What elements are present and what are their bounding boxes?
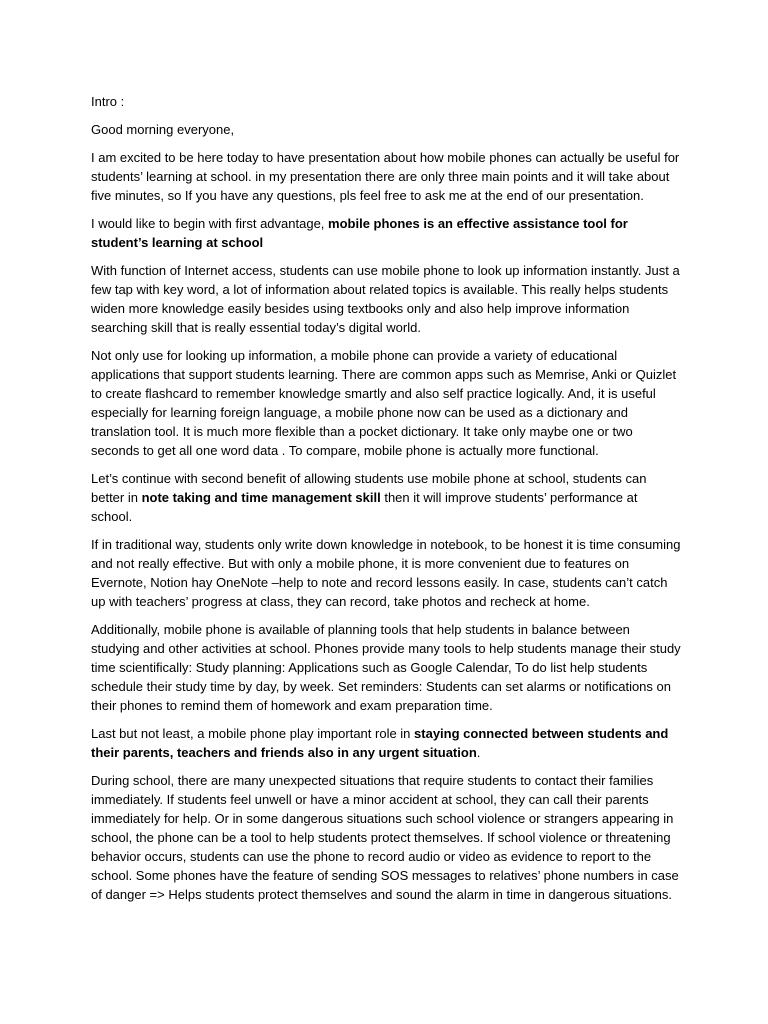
paragraph-text: I would like to begin with first advantage, (91, 216, 329, 231)
paragraph-third-benefit (91, 724, 681, 762)
paragraph-text: . (476, 745, 481, 760)
bold-phrase: note taking and time management skill (141, 490, 381, 505)
paragraph-educational-apps: Not only use for looking up information, a mobile phone can provide a variety of educational applications that support students learning. There are common apps such as Memrise, Anki or Quizlet to create flashcard to remember knowledge smartly and also self practice logically. And, it is useful especially for learning foreign language, a mobile phone now can be used as a dictionary and translation tool. It is much more flexible than a pocket dictionary. It take only maybe one or two seconds to get all one word data . To compare, mobile phone is actually more functional. (91, 348, 677, 458)
paragraph-text: then it will improve students’ performance at school. (91, 490, 638, 524)
paragraph-first-advantage (91, 214, 681, 252)
paragraph-text: Last but not least, a mobile phone play important role in (91, 726, 415, 741)
bold-phrase: staying connected between students and their parents, teachers and friends also in any urgent situation (91, 726, 669, 760)
intro-heading: Intro : (91, 94, 125, 109)
paragraph-note-taking: If in traditional way, students only write down knowledge in notebook, to be honest it is time consuming and not really effective. But with only a mobile phone, it is more convenient due to features on Evernote, Notion hay OneNote –help to note and record lessons easily. In case, students can’t catch up with teachers’ progress at class, they can record, take photos and recheck at home. (91, 537, 681, 609)
document-page (91, 92, 681, 913)
paragraph-text: Let’s continue with second benefit of allowing students use mobile phone at school, students can better in (91, 471, 647, 505)
paragraph-internet-access: With function of Internet access, students can use mobile phone to look up information instantly. Just a few tap with key word, a lot of information about related topics is available. This really helps students widen more knowledge easily besides using textbooks only and also help improve information searching skill that is really essential today’s digital world. (91, 263, 680, 335)
paragraph-second-benefit (91, 469, 681, 526)
paragraph-opening: I am excited to be here today to have presentation about how mobile phones can actually be useful for students’ learning at school. in my presentation there are only three main points and it will take about five minutes, so If you have any questions, pls feel free to ask me at the end of our presentation. (91, 150, 680, 203)
greeting: Good morning everyone, (91, 122, 235, 137)
paragraph-planning-tools: Additionally, mobile phone is available of planning tools that help students in balance between studying and other activities at school. Phones provide many tools to help students manage their study time scientifically: Study planning: Applications such as Google Calendar, To do list help students schedule their study time by day, by week. Set reminders: Students can set alarms or notifications on their phones to remind them of homework and exam preparation time. (91, 622, 681, 713)
bold-phrase: mobile phones is an effective assistance tool for student’s learning at school (91, 216, 628, 250)
paragraph-emergencies: During school, there are many unexpected situations that require students to contact their families immediately. If students feel unwell or have a minor accident at school, they can call their parents immediately for help. Or in some dangerous situations such school violence or strangers appearing in school, the phone can be a tool to help students protect themselves. If school violence or threatening behavior occurs, students can use the phone to record audio or video as evidence to report to the school. Some phones have the feature of sending SOS messages to relatives’ phone numbers in case of danger => Helps students protect themselves and sound the alarm in time in dangerous situations. (91, 773, 679, 902)
